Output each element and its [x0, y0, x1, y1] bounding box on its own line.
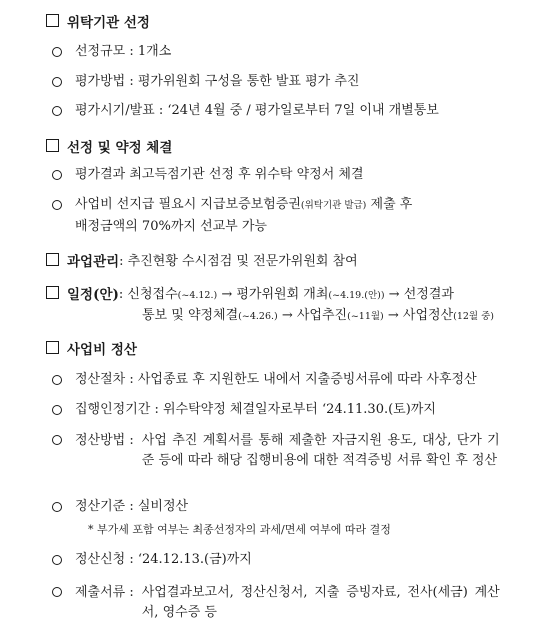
footnote: * 부가세 포함 여부는 최종선정자의 과세/면세 여부에 따라 결정 [88, 523, 391, 536]
item-label: 제출서류 : [75, 585, 134, 600]
list-item [52, 498, 512, 515]
circle-bullet-icon [52, 106, 62, 116]
item-text: 선정규모 : 1개소 [75, 44, 172, 59]
item-text: 사업비 선지급 필요시 지급보증보험증권(위탁기관 발급) 제출 후 [75, 197, 413, 212]
item-text: 정산기준 : 실비정산 [75, 499, 189, 514]
section-title: 과업관리 [67, 254, 120, 270]
list-item [52, 431, 512, 471]
list-item [52, 551, 512, 568]
section-settlement [46, 338, 137, 358]
schedule-line-1: : 신청접수(~4.12.) → 평가위원회 개최(~4.19.(안)) → 선정결과 [118, 287, 454, 302]
item-text: 정산신청 : ‘24.12.13.(금)까지 [75, 552, 252, 567]
item-text: 집행인정기간 : 위수탁약정 체결일자로부터 ‘24.11.30.(토)까지 [75, 402, 436, 417]
circle-bullet-icon [52, 502, 62, 512]
list-item [52, 401, 512, 418]
item-text: 사업 추진 계획서를 통해 제출한 자금지원 용도, 대상, 단가 기준 등에 따라 해당 집행비용에 대한 적격증빙 서류 확인 후 정산 [141, 433, 500, 468]
list-item [52, 196, 512, 214]
list-item [52, 102, 512, 119]
circle-bullet-icon [52, 170, 62, 180]
list-item [52, 371, 512, 388]
item-text: 정산절차 : 사업종료 후 지원한도 내에서 지출증빙서류에 따라 사후정산 [75, 372, 477, 387]
section-title: 사업비 정산 [67, 342, 137, 358]
checkbox-square-icon [46, 253, 59, 266]
circle-bullet-icon [52, 555, 62, 565]
list-item [52, 73, 512, 90]
circle-bullet-icon [52, 375, 62, 385]
item-text: 평가결과 최고득점기관 선정 후 위수탁 약정서 체결 [75, 167, 364, 182]
circle-bullet-icon [52, 587, 62, 597]
section-contract [46, 136, 172, 156]
section-selection [46, 11, 150, 31]
checkbox-square-icon [46, 139, 59, 152]
item-text-continued: 배정금액의 70%까지 선교부 가능 [75, 219, 267, 234]
circle-bullet-icon [52, 77, 62, 87]
checkbox-square-icon [46, 14, 59, 27]
section-text: : 추진현황 수시점검 및 전문가위원회 참여 [119, 254, 358, 269]
section-schedule [46, 283, 454, 303]
item-text: 사업결과보고서, 정산신청서, 지출 증빙자료, 전사(세금) 계산서, 영수증 등 [141, 585, 500, 620]
circle-bullet-icon [52, 200, 62, 210]
checkbox-square-icon [46, 286, 59, 299]
list-item [52, 166, 512, 183]
item-text: 평가시기/발표 : ‘24년 4월 중 / 평가일로부터 7일 이내 개별통보 [75, 103, 439, 118]
list-item [52, 583, 512, 623]
checkbox-square-icon [46, 341, 59, 354]
list-item [52, 43, 512, 60]
item-text: 평가방법 : 평가위원회 구성을 통한 발표 평가 추진 [75, 74, 360, 89]
circle-bullet-icon [52, 405, 62, 415]
section-title: 일정(안) [67, 287, 119, 303]
section-management [46, 250, 358, 270]
item-label: 정산방법 : [75, 433, 134, 448]
section-title: 위탁기관 선정 [67, 15, 150, 31]
circle-bullet-icon [52, 47, 62, 57]
schedule-line-2: 통보 및 약정체결(~4.26.) → 사업추진(~11월) → 사업정산(12월 중) [142, 308, 495, 323]
section-title: 선정 및 약정 체결 [67, 140, 173, 156]
circle-bullet-icon [52, 435, 62, 445]
